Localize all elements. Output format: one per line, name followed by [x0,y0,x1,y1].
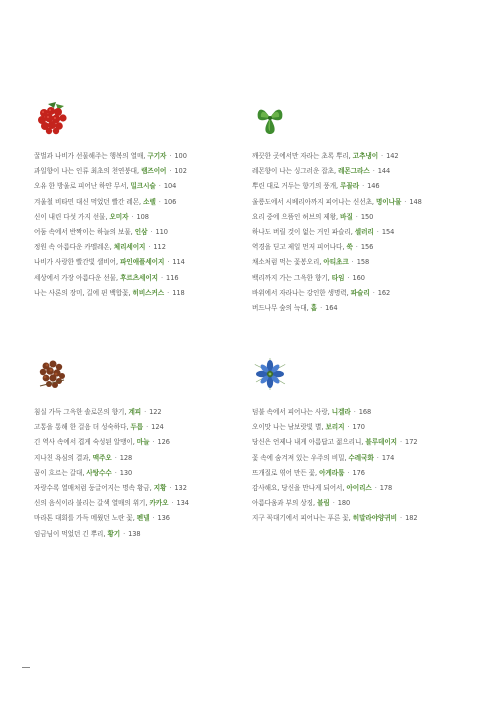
toc-entry[interactable]: 오이맛 나는 남보랏빛 별, 보리지 · 170 [252,423,365,432]
page-corner-mark [22,667,30,668]
toc-entry[interactable]: 어둠 속에서 반짝이는 하늘의 보물, 인삼 · 110 [34,228,168,237]
toc-entry[interactable]: 임금님이 먹었던 긴 뿌리, 황기 · 138 [34,529,141,538]
toc-entry[interactable]: 뿌린 대로 거두는 향기의 풍개, 루꼴라 · 146 [252,182,380,191]
toc-list [34,405,249,542]
toc-entry[interactable]: 감사해요, 당신을 만나게 되어서, 아이리스 · 178 [252,484,393,493]
toc-entry[interactable]: 고통을 통해 한 걸음 더 성숙하다, 두릅 · 124 [34,423,164,432]
toc-entry[interactable]: 자랑수록 열매처럼 둥글어지는 명속 황금, 지황 · 132 [34,484,187,493]
toc-entry[interactable]: 겨울철 비타민 대신 먹었던 빨간 레몬, 소렐 · 106 [34,197,177,206]
toc-entry[interactable]: 깨끗한 곳에서만 자라는 초록 뿌리, 고추냉이 · 142 [252,152,399,160]
toc-section-red [34,100,249,301]
toc-entry[interactable]: 버드나무 숲의 늑대, 홉 · 164 [252,304,338,313]
toc-entry[interactable]: 마라톤 대회를 가득 메웠던 노란 꽃, 펜넬 · 136 [34,514,170,523]
toc-list [34,149,249,301]
toc-entry[interactable]: 당신은 언제나 내게 아름답고 젊으리니, 블루데이지 · 172 [252,438,418,447]
toc-entry[interactable]: 꿈이 흐르는 갈대, 사탕수수 · 130 [34,468,133,477]
toc-entry[interactable]: 긴 역사 속에서 겹게 숙성된 알맹이, 마늘 · 126 [34,438,170,447]
toc-entry[interactable]: 바위에서 자라나는 강인한 생명력, 파슬리 · 162 [252,288,391,297]
toc-entry[interactable]: 울릉도에서 시베리아까지 피어나는 신선초, 명이나물 · 148 [252,197,422,206]
green-leaves-icon [252,100,288,136]
toc-entry[interactable]: 나비가 사랑한 빨간빛 샐비어, 파인애플세이지 · 114 [34,258,185,267]
toc-entry[interactable]: 나는 사론의 장미, 길에 핀 백합꽃, 히비스커스 · 118 [34,288,185,297]
toc-section-blue [252,356,467,527]
toc-section-brown [34,356,249,542]
toc-entry[interactable]: 뜨개질로 엮어 만든 꽃, 아게라툼 · 176 [252,468,365,477]
toc-entry[interactable]: 레몬향이 나는 싱그러운 잡초, 레몬그라스 · 144 [252,167,391,176]
toc-entry[interactable]: 지구 꼭대기에서 피어나는 푸른 꽃, 히말라야양귀비 · 182 [252,514,418,523]
toc-section-green [252,100,467,316]
toc-entry[interactable]: 덤불 속에서 피어나는 사랑, 니겔라 · 168 [252,408,372,416]
toc-entry[interactable]: 정원 속 아름다운 카멜레온, 체리세이지 · 112 [34,243,166,252]
toc-list [252,149,467,316]
toc-entry[interactable]: 신이 내린 다섯 가지 선물, 오미자 · 108 [34,212,149,221]
toc-entry[interactable]: 아름다움과 부의 상징, 블림 · 180 [252,499,351,508]
toc-entry[interactable]: 백리까지 가는 그윽한 향기, 타임 · 160 [252,273,365,282]
dried-herb-icon [34,356,70,392]
toc-entry[interactable]: 역경을 딛고 제일 먼저 피어나다, 쑥 · 156 [252,243,374,252]
toc-entry[interactable]: 신의 음식이라 불리는 갈색 열매의 위기, 카카오 · 134 [34,499,189,508]
toc-entry[interactable]: 과일향이 나는 인류 최초의 천연붕대, 램즈이어 · 102 [34,167,187,176]
toc-entry[interactable]: 세상에서 가장 아름다운 선물, 후르츠세이지 · 116 [34,273,179,282]
toc-entry[interactable]: 침실 가득 그윽한 솔로몬의 향기, 계피 · 122 [34,408,162,416]
red-berries-icon [34,100,70,136]
toc-entry[interactable]: 요리 중에 으뜸인 허브의 제왕, 바질 · 150 [252,212,374,221]
toc-entry[interactable]: 꿀벌과 나비가 선물해주는 행복의 열매, 구기자 · 100 [34,152,187,160]
toc-entry[interactable]: 하나도 버릴 것이 없는 거인 파슬리, 셀러리 · 154 [252,228,395,237]
toc-entry[interactable]: 오유 한 방울로 피어난 하얀 무서, 밀크시슬 · 104 [34,182,177,191]
toc-entry[interactable]: 채소처럼 먹는 꽃봉오리, 아티초크 · 158 [252,258,370,267]
blue-flower-icon [252,356,288,392]
toc-list [252,405,467,527]
toc-entry[interactable]: 꽃 속에 숨겨져 있는 우주의 비밀, 수레국화 · 174 [252,453,395,462]
toc-entry[interactable]: 지나친 욕심의 결과, 맥주오 · 128 [34,453,133,462]
